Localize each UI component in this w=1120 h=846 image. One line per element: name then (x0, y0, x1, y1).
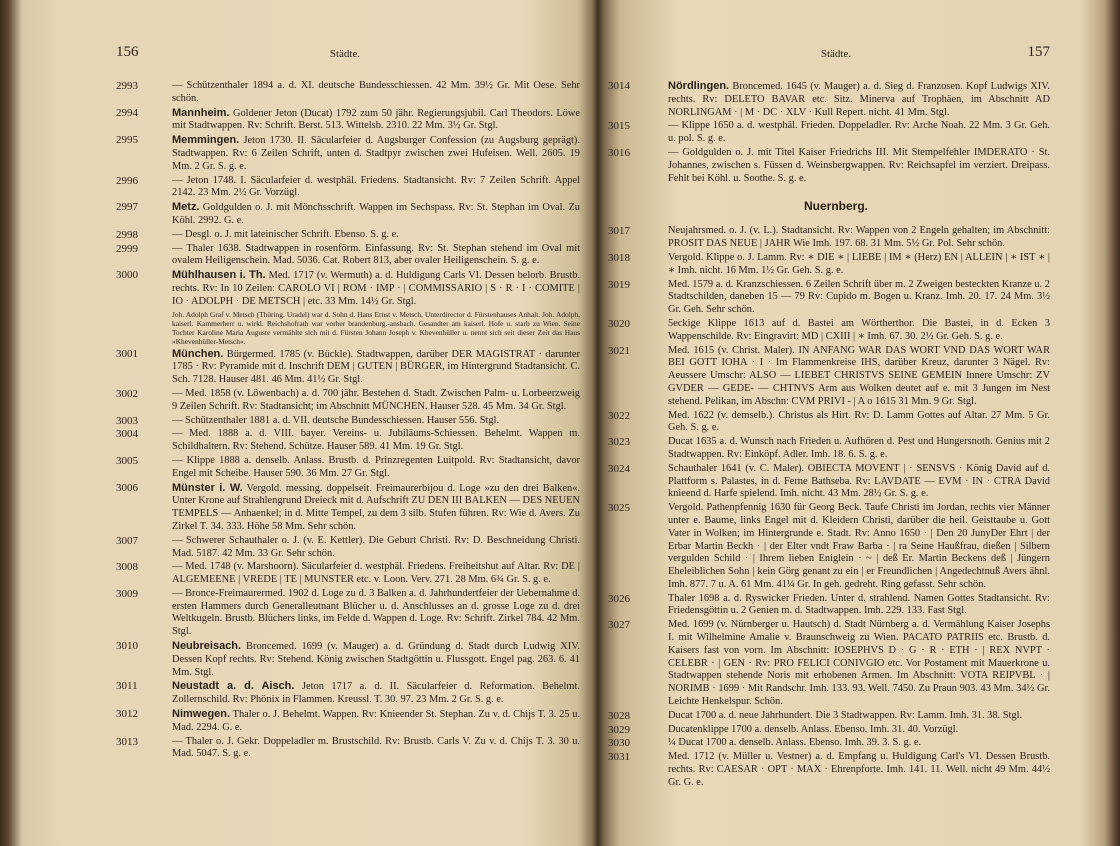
entry-description: Med. 1622 (v. demselb.). Christus als Hirt. Rv: D. Lamm Gottes auf Altar. 27 Mm. 5 Gr. Geh. S. g. e. (668, 409, 1050, 434)
entry-number: 3028 (608, 709, 630, 722)
catalog-entry (608, 462, 1050, 501)
entry-place-name: München. (172, 347, 224, 360)
catalog-entry (110, 640, 580, 679)
entry-number: 3008 (116, 561, 138, 574)
entry-number: 3004 (116, 428, 138, 441)
catalog-entry (608, 436, 1050, 462)
left-page-header (110, 46, 580, 66)
entry-number: 3017 (608, 225, 630, 238)
entry-description: — Thaler o. J. Gekr. Doppeladler m. Brustschild. Rv: Brustb. Carls V. Zu v. d. Chijs T. 3. 30 u. Mad. 5047. S. g. e. (172, 735, 580, 760)
catalog-entry (110, 561, 580, 587)
entry-number: 2998 (116, 228, 138, 241)
catalog-entry (608, 723, 1050, 737)
entry-number: 3024 (608, 462, 630, 475)
entry-number: 2999 (116, 242, 138, 255)
entry-number: 3025 (608, 502, 630, 515)
catalog-entry (110, 107, 580, 134)
entry-description: Thaler o. J. Behelmt. Wappen. Rv: Knieender St. Stephan. Zu v. d. Chijs T. 3. 25 u. Mad. 2294. G. e. (172, 709, 580, 733)
entry-description: — Klippe 1650 a. d. westphäl. Frieden. Doppeladler. Rv: Arche Noah. 22 Mm. 3 Gr. Geh. u. pol. S. g. e. (668, 120, 1050, 145)
entry-description: Med. 1712 (v. Müller u. Vestner) a. d. Empfang u. Huldigung Carl's VI. Dessen Brustb. rechts. Rv: CAESAR · OPT · MAX · Ehrenpforte. Imh. 141. 11. Well. nicht 49 Mm. 44½ Gr. G. e. (668, 751, 1050, 788)
entry-number: 3015 (608, 120, 630, 133)
catalog-entry (110, 348, 580, 387)
entry-place-name: Nördlingen. (668, 80, 730, 92)
entry-place-name: Neustadt a. d. Aisch. (172, 680, 295, 693)
entry-number: 3018 (608, 251, 630, 264)
entry-number: 3023 (608, 436, 630, 449)
entry-description: Broncemed. 1645 (v. Mauger) a. d. Sieg d. Franzosen. Kopf Ludwigs XIV. rechts. Rv: DELETO BAVAR etc. Sitz. Minerva auf Trophäen, im Abschnitt AD NORLINGAM · | M · DC · XLV · Kull Repert. nicht. 41 Mm. Stgl. (668, 81, 1050, 118)
entry-description: Ducat 1700 a. d. neue Jahrhundert. Die 3 Stadtwappen. Rv: Lamm. Imh. 31. 38. Stgl. (668, 709, 1023, 721)
entry-number: 3002 (116, 387, 138, 400)
entry-description: Thaler 1698 a. d. Ryswicker Frieden. Unter d. strahlend. Namen Gottes Stadtansicht. Rv: Friedensgöttin u. 2 Genien m. d. Stadtwappen. Imh. 229. 133. Fast Stgl. (668, 592, 1050, 617)
catalog-entry (110, 736, 580, 762)
entry-description: Med. 1615 (v. Christ. Maler). IN ANFANG WAR DAS WORT VND DAS WORT WAR BEI GOTT IOHA · I · Im Flammenkreise IHS, darüber Kreuz, darunter 3 Nägel. Rv: Aeussere Umschr: ALSO — LIEBET CHRISTVS SEINE GEMEIN Innere Umschr: ZV GVDER — GEDE- — CHTNVS Arm aus Wolken deutet auf e. mit 3 Jungen im Nest stehend. Pelikan, im Abschn: CVM PRIVI - | A o 1615 31 Mm. 9 Gr. Stgl. (668, 344, 1050, 407)
entry-description: — Schwerer Schauthaler o. J. (v. E. Kettler). Die Geburt Christi. Rv: D. Beschneidung Christi. Mad. 5187. 42 Mm. 33 Gr. Sehr schön. (172, 534, 580, 559)
catalog-entry (608, 278, 1050, 317)
catalog-entry (608, 120, 1050, 146)
catalog-entry (110, 680, 580, 707)
entry-number: 3006 (116, 481, 138, 494)
catalog-entry (608, 751, 1050, 789)
section-heading: Nuernberg. (803, 199, 868, 214)
catalog-entry (608, 344, 1050, 409)
catalog-entry (110, 455, 580, 481)
catalog-entry (608, 502, 1050, 592)
left-page-number: 156 (116, 44, 139, 60)
entry-description: — Bronce-Freimaurermed. 1902 d. Loge zu d. 3 Balken a. d. Jahrhundertfeier der Uebernahme d. ersten Hammers durch Generalleutnant Blücher u. d. Anschlusses an d. grosse Loge zu d. drei Weltkugeln. Brustb. Blüchers links, im Felde d. Wappen d. Loge. Rv: Schrift. Zirkel 784. 42 Mm. Stgl. (172, 587, 580, 638)
entry-number: 3030 (608, 737, 630, 750)
entry-description: Med. 1717 (v. Wermuth) a. d. Huldigung Carls VI. Dessen belorb. Brustb. rechts. Rv: In 10 Zeilen: CAROLO VI | ROM · IMP · | COMMISSARIO | S · R · I · COMITE | IO · ADOLPH · DE METSCH | etc. 33 Mm. 14½ Gr. Stgl. (172, 270, 580, 307)
entry-number: 3000 (116, 269, 138, 282)
entry-number: 3007 (116, 534, 138, 547)
catalog-entry (608, 592, 1050, 619)
entry-number: 3003 (116, 414, 138, 427)
entry-number: 2996 (116, 174, 138, 187)
entry-number: 3013 (116, 735, 138, 748)
entry-number: 2993 (116, 80, 138, 92)
left-running-head: Städte. (329, 48, 361, 60)
entry-number: 3010 (116, 640, 138, 653)
entry-description: Bürgermed. 1785 (v. Bückle). Stadtwappen, darüber DER MAGISTRAT · darunter 1785 · Rv: Pyramide mit d. Inschrift DEM | GUTEN | BÜRGER, im Hintergrund Stadtansicht. C. Sch. 7128. Hauser 481. 46 Mm. 41½ Gr. Stgl. (172, 348, 580, 386)
entry-description: Med. 1699 (v. Nürnberger u. Hautsch) d. Stadt Nürnberg a. d. Vermählung Kaiser Josephs I. mit Wilhelmine Amalie v. Braunschweig zu Wien. PACATO PATRIIS etc. Brustb. d. Kaisers fast von vorn. Im Abschnitt: IOSEPHVS D · G · R · ETH · | REX NVPT · CELEBR · | GEN · Rv: PRO FELICI CONIVGIO etc. Vor Postament mit Mauerkrone u. Stadtwappen stehende Noris mit erhobenen Armen. Im Abschnitt: VOTA REIPVBL · | NORIMB · 1699 · Mit Randschr. Imh. 133. 93. Well. 7450. Zu Praun 903. 43 Mm. 34½ Gr. Leichte Henkelspur. Schön. (668, 619, 1050, 708)
entry-number: 3020 (608, 317, 630, 330)
entry-place-name: Metz. (172, 201, 200, 214)
entry-description: Ducat 1635 a. d. Wunsch nach Frieden u. Aufhören d. Pest und Hungersnoth. Genius mit 2 Stadtwappen. Rv: Einköpf. Adler. Imh. 18. 6. S. g. e. (668, 436, 1050, 460)
entry-number: 2995 (116, 134, 138, 147)
entry-number: 3005 (116, 454, 138, 467)
catalog-entry (608, 619, 1050, 709)
entry-description: — Schützenthaler 1894 a. d. XI. deutsche Bundesschiessen. 42 Mm. 39½ Gr. Mit Oese. Sehr schön. (172, 80, 580, 104)
entry-description: — Goldgulden o. J. mit Titel Kaiser Friedrichs III. Mit Stempelfehler IMDERATO · St. Johannes, zwischen s. Füssen d. Weinsbergwappen. Rv: Reichsapfel im verziert. Dreipass. Fehlt bei Köhl. u. Soothe. S. g. e. (668, 146, 1050, 184)
catalog-entry (110, 428, 580, 454)
entry-description: — Klippe 1888 a. denselb. Anlass. Brustb. d. Prinzregenten Luitpold. Rv: Stadtansicht, davor Engel mit Scheibe. Hauser 590. 36 Mm. 27 Gr. Stgl. (172, 454, 580, 479)
entry-description: Jeton 1717 a. d. II. Säcularfeier d. Reformation. Behelmt. Zollernschild. Rv: Phönix in Flammen. Kreussl. T. 30. 97. 23 Mm. 2 Gr. S. g. e. (172, 681, 580, 706)
entry-description: — Desgl. o. J. mit lateinischer Schrift. Ebenso. S. g. e. (172, 228, 399, 240)
catalog-entry (110, 243, 580, 269)
catalog-entry (110, 201, 580, 228)
entry-place-name: Nimwegen. (172, 708, 231, 721)
right-page (608, 0, 1050, 846)
right-page-number: 157 (1027, 44, 1050, 60)
catalog-entry (608, 146, 1050, 185)
entry-description: — Med. 1748 (v. Marshoorn). Säcularfeier d. westphäl. Friedens. Freiheitshut auf Altar. Rv: DE | ALGEMEENE | VREDE | TE | MUNSTER etc. v. Loon. Verv. 271. 28 Mm. 6¾ Gr. S. g. e. (172, 561, 580, 586)
entry-number: 3027 (608, 619, 630, 632)
catalog-entry (608, 251, 1050, 278)
catalog-entry (110, 134, 580, 173)
catalog-entry (608, 80, 1050, 119)
entry-footnote: Joh. Adolph Graf v. Metsch (Thüring. Uradel) war d. Sohn d. Hans Ernst v. Metsch, Unterdirector d. Fürstenhauses Anhalt. Joh. Adolph, kaiserl. Kammerherr u. wirkl. Reichshofrath war vorher brandenburg.-ansbach. Gesandter am kaiserl. Hofe u. starb zu Wien. Seine Tochter Karoline Maria Auguste vermählte sich mit d. Fürsten Johann Joseph v. Khevenhüller u. nennt sich seit dieser Zeit das Haus »Khevenhüller-Metsch«. (172, 309, 580, 346)
entry-description: Goldener Jeton (Ducat) 1792 zum 50 jähr. Regierungsjubil. Carl Theodors. Löwe mit Stadtwappen. Rv: Schrift. Berst. 513. Wittelsb. 2310. 22 Mm. 3½ Gr. Stgl. (172, 107, 580, 132)
right-entries-before (608, 80, 1050, 185)
entry-place-name: Neubreisach. (172, 640, 242, 653)
right-page-header (622, 46, 1050, 66)
catalog-entry (110, 708, 580, 735)
entry-description: 5eckige Klippe 1613 auf d. Bastei am Wörtherthor. Die Bastei, in d. Ecken 3 Wappenschilde. Rv: Eingravirt: MD | CXIII | ∗ Imh. 67. 30. 2½ Gr. Geh. S. g. e. (668, 317, 1050, 342)
entry-description: Ducatenklippe 1700 a. denselb. Anlass. Ebenso. Imh. 31. 40. Vorzügl. (668, 723, 959, 735)
catalog-entry (110, 175, 580, 201)
entry-description: Goldgulden o. J. mit Mönchsschrift. Wappen im Sechspass. Rv: St. Stephan im Oval. Zu Köhl. 2992. G. e. (172, 202, 580, 226)
catalog-entry (608, 225, 1050, 251)
catalog-entry (110, 588, 580, 639)
entry-number: 2994 (116, 106, 138, 119)
entry-description: Jeton 1730. II. Säcularfeier d. Augsburger Confession (zu Augsburg geprägt). Stadtwappen. Rv: 6 Zeilen Schrift, unten d. Stadtpyr zwischen zwei Hufeisen. Well. 2605. 19 Mm. 2 Gr. S. g. e. (172, 135, 580, 172)
entry-number: 3031 (608, 751, 630, 764)
entry-number: 3001 (116, 347, 138, 360)
entry-description: Vergold. Klippe o. J. Lamm. Rv: ∗ DIE ∗ | LIEBE | IM ∗ (Herz) EN | ALLEIN | ∗ IST ∗ | ∗ Imh. nicht. 16 Mm. 1½ Gr. Geh. S. g. e. (668, 251, 1050, 276)
entry-number: 3019 (608, 278, 630, 291)
entry-description: — Schützenthaler 1881 a. d. VII. deutsche Bundesschiessen. Hauser 556. Stgl. (172, 414, 500, 426)
catalog-entry (110, 80, 580, 106)
entry-description: — Med. 1858 (v. Löwenbach) a. d. 700 jähr. Bestehen d. Stadt. Zwischen Palm- u. Lorbeerzweig 9 Zeilen Schrift. Rv: Stadtansicht; im Abschnitt MÜNCHEN. Hauser 528. 45 Mm. 34 Gr. Stgl. (172, 387, 580, 412)
catalog-entry (110, 388, 580, 414)
left-page (110, 0, 580, 846)
entry-description: — Thaler 1638. Stadtwappen in rosenförm. Einfassung. Rv: St. Stephan stehend im Oval mit ovalem Heiligenschein. Mad. 5036. Cat. Robert 813, aber ovaler Heiligenschein. S. g. e. (172, 242, 580, 267)
catalog-entry (110, 229, 580, 242)
catalog-entry (110, 535, 580, 561)
entry-number: 3022 (608, 409, 630, 422)
catalog-entry (608, 409, 1050, 436)
entry-number: 3021 (608, 344, 630, 357)
entry-number: 3026 (608, 592, 630, 605)
catalog-entry (110, 482, 580, 534)
entry-description: — Med. 1888 a. d. VIII. bayer. Vereins- u. Jubiläums-Schiessen. Behelmt. Wappen m. Schildhaltern. Rv: Stehend. Schütze. Hauser 589. 41 Mm. 19 Gr. Stgl. (172, 428, 580, 453)
catalog-entry (608, 317, 1050, 344)
entry-description: Broncemed. 1699 (v. Mauger) a. d. Gründung d. Stadt durch Ludwig XIV. Dessen Kopf rechts. Rv: Stehend. König zwischen Stadtgöttin u. Flussgott. Engel pag. 263. 6. 41 Mm. Stgl. (172, 641, 580, 678)
entry-description: Med. 1579 a. d. Kranzschiessen. 6 Zeilen Schrift über m. 2 Zweigen besteckten Kranze u. 2 Stadtschilden, daneben 15 — 79 Rv: Cupido m. Bogen u. Kranz. Imh. 20. 17. 24 Mm. 3½ Gr. Geh. Sehr schön. (668, 278, 1050, 316)
left-entry-list (110, 80, 580, 762)
entry-number: 2997 (116, 201, 138, 214)
entry-description: Neujahrsmed. o. J. (v. L.). Stadtansicht. Rv: Wappen von 2 Engeln gehalten; im Abschnitt: PROSIT DAS NEUE | JAHR Wie Imh. 197. 68. 31 Mm. 5½ Gr. Pol. Sehr schön. (668, 225, 1050, 250)
entry-place-name: Mannheim. (172, 106, 230, 119)
entry-description: Vergold. Pathenpfennig 1630 für Georg Beck. Taufe Christi im Jordan, rechts vier Männer unter e. Baume, links Engel mit d. Kleidern Christi, darüber die heil. Geisttaube u. Gott Vater in Wolken; im Hintergrunde e. Stadt. Rv: Anno 1650 · | Den 20 JunyDer Ehrt | der Erbar Martin Beckh · | der Elter vndt Fraw Barba · | ra Seine Haußfrau, dießen | Silbern vergulden Schild · | Ihrem lieben Eniglein · ~ | deß Er. Martin Beckens deß | Jüngern Eheleiblichen Sohn | kein Görg genant zu ein | er Freundlichen | Angedechtnuß Avers ähnl. Imh. 877. 7 u. A. 61 Mm. 41¼ Gr. In geh. gedreht. Ring gefasst. Sehr schön. (668, 502, 1050, 590)
catalog-entry (608, 709, 1050, 723)
catalog-entry (110, 415, 580, 428)
entry-number: 3016 (608, 146, 630, 159)
catalog-entry (110, 269, 580, 345)
right-running-head: Städte. (820, 48, 852, 60)
entry-number: 3009 (116, 587, 138, 600)
entry-place-name: Memmingen. (172, 134, 240, 147)
entry-description: ¼ Ducat 1700 a. denselb. Anlass. Ebenso. Imh. 39. 3. S. g. e. (668, 737, 922, 749)
entry-description: Vergold. messing. doppelseit. Freimaurerbijou d. Loge »zu den drei Balken«. Unter Krone auf Strahlengrund Dreieck mit d. Aufschrift ZU DEN III BALKEN — DES NEUEN TEMPELS — Anhaenkel; in d. Mitte Tempel, zu dem 3 silb. Stufen führen. Rv: Wie d. Avers. Zu Zirkel T. 34. 333. Höhe 58 Mm. Sehr schön. (172, 482, 580, 532)
entry-description: Schauthaler 1641 (v. C. Maler). OBIECTA MOVENT | · SENSVS · König David auf d. Plattform s. Palastes, in d. Ferne Bathseba. Rv: LAVDATE — EVM · IN · CTRA David knieend d. Harfe spielend. Imh. nicht. 43 Mm. 28½ Gr. S. g. e. (668, 462, 1050, 500)
catalog-entry (608, 737, 1050, 750)
entry-number: 3014 (608, 80, 630, 92)
entry-description: — Jeton 1748. I. Säcularfeier d. westphäl. Friedens. Stadtansicht. Rv: 7 Zeilen Schrift. Appel 2142. 23 Mm. 2½ Gr. Vorzügl. (172, 174, 580, 199)
entry-number: 3012 (116, 708, 138, 721)
entry-number: 3011 (116, 680, 138, 693)
right-entry-list (608, 80, 1050, 791)
entry-place-name: Mühlhausen i. Th. (172, 269, 266, 282)
entry-place-name: Münster i. W. (172, 481, 243, 494)
entry-number: 3029 (608, 723, 630, 736)
right-entries-after (608, 225, 1050, 789)
